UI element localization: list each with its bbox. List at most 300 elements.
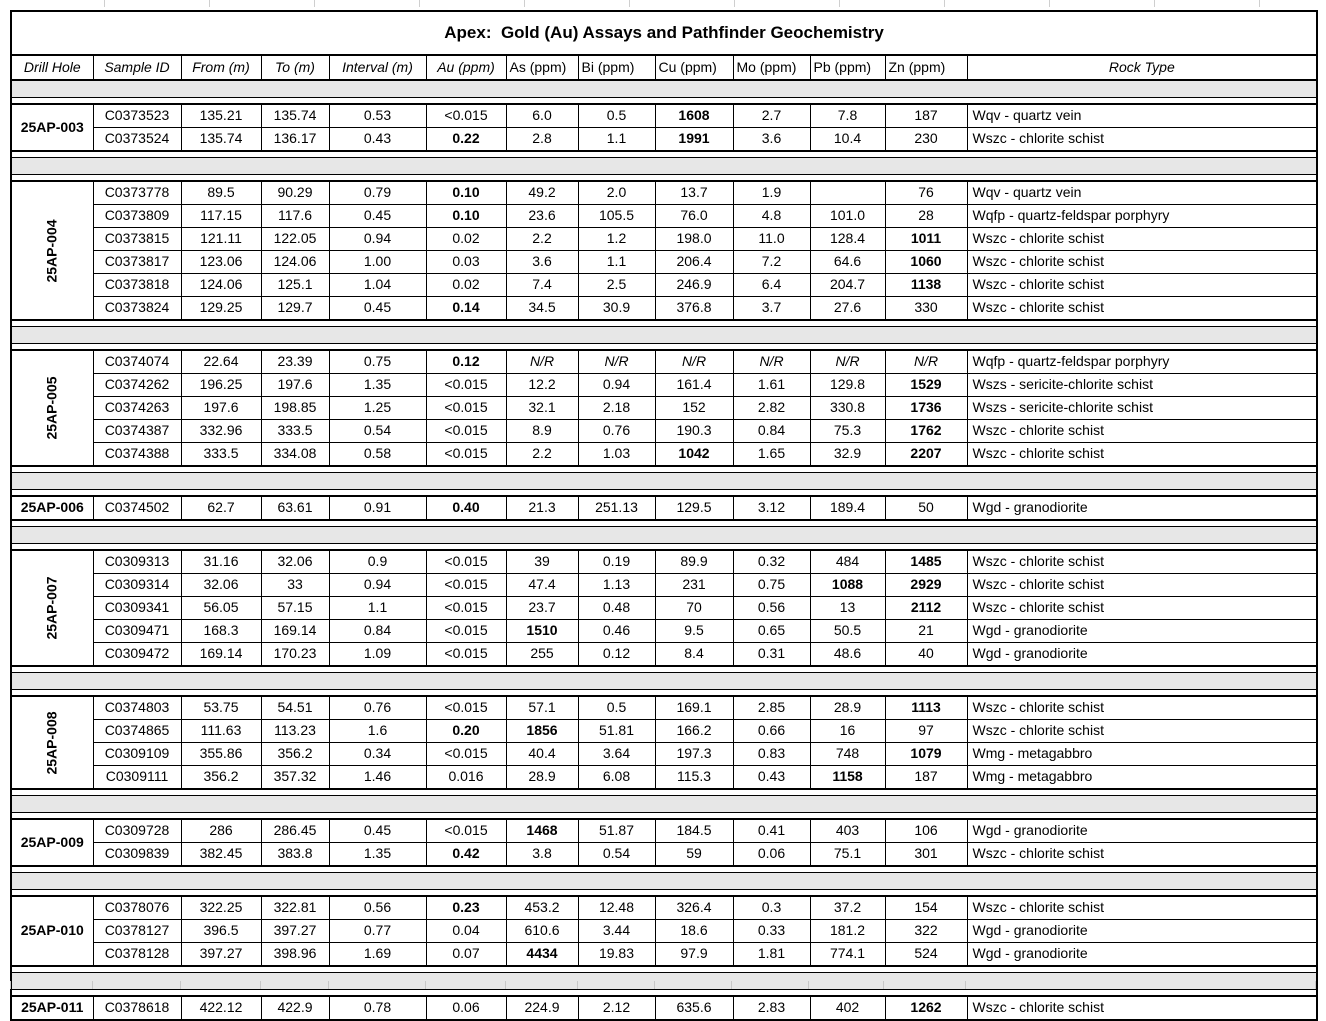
- value-cell: 0.19: [578, 550, 655, 574]
- value-cell: 32.06: [261, 550, 329, 574]
- table-row: [11, 896, 1317, 920]
- value-cell: 37.2: [810, 896, 885, 920]
- value-cell: <0.015: [426, 743, 506, 766]
- value-cell: 2.0: [578, 181, 655, 205]
- drill-hole-label: 25AP-009: [20, 833, 84, 850]
- value-cell: <0.015: [426, 397, 506, 420]
- value-cell: 76: [885, 181, 967, 205]
- value-cell: 204.7: [810, 274, 885, 297]
- value-cell: 224.9: [506, 996, 578, 1020]
- value-cell: 0.94: [329, 228, 426, 251]
- value-cell: 422.9: [261, 996, 329, 1020]
- value-cell: 3.6: [733, 128, 810, 152]
- value-cell: 75.3: [810, 420, 885, 443]
- value-cell: 125.1: [261, 274, 329, 297]
- table-row: [11, 397, 1317, 420]
- value-cell: 106: [885, 819, 967, 843]
- value-cell: N/R: [810, 350, 885, 374]
- value-cell: 1.35: [329, 843, 426, 867]
- value-cell: 0.42: [426, 843, 506, 867]
- value-cell: 230: [885, 128, 967, 152]
- value-cell: 6.0: [506, 104, 578, 128]
- value-cell: 168.3: [181, 620, 261, 643]
- value-cell: 0.91: [329, 496, 426, 520]
- value-cell: 286.45: [261, 819, 329, 843]
- value-cell: 1.00: [329, 251, 426, 274]
- value-cell: <0.015: [426, 696, 506, 720]
- value-cell: 397.27: [181, 943, 261, 967]
- value-cell: 1.25: [329, 397, 426, 420]
- value-cell: 2929: [885, 574, 967, 597]
- separator-row: [11, 327, 1317, 344]
- value-cell: 170.23: [261, 643, 329, 667]
- rock-type-cell: Wszc - chlorite schist: [967, 128, 1317, 152]
- value-cell: 3.8: [506, 843, 578, 867]
- value-cell: 0.14: [426, 297, 506, 321]
- sample-id-cell: C0373817: [93, 251, 181, 274]
- value-cell: 0.58: [329, 443, 426, 467]
- value-cell: 4.8: [733, 205, 810, 228]
- drill-hole-cell: [11, 350, 93, 466]
- value-cell: 326.4: [655, 896, 733, 920]
- value-cell: 111.63: [181, 720, 261, 743]
- value-cell: 524: [885, 943, 967, 967]
- value-cell: 166.2: [655, 720, 733, 743]
- value-cell: 40.4: [506, 743, 578, 766]
- table-row: [11, 496, 1317, 520]
- value-cell: 89.5: [181, 181, 261, 205]
- value-cell: 330: [885, 297, 967, 321]
- value-cell: 453.2: [506, 896, 578, 920]
- value-cell: 1042: [655, 443, 733, 467]
- value-cell: 330.8: [810, 397, 885, 420]
- rock-type-cell: Wszs - sericite-chlorite schist: [967, 374, 1317, 397]
- table-row: [11, 720, 1317, 743]
- value-cell: 0.43: [733, 766, 810, 790]
- sample-id-cell: C0374387: [93, 420, 181, 443]
- value-cell: 0.77: [329, 920, 426, 943]
- table-header-row: [11, 55, 1317, 80]
- assay-table: [10, 10, 1318, 1021]
- col-header-cu: Cu (ppm): [655, 55, 733, 80]
- value-cell: 2.7: [733, 104, 810, 128]
- rock-type-cell: Wszc - chlorite schist: [967, 274, 1317, 297]
- drill-hole-label: 25AP-006: [20, 499, 84, 516]
- separator-row-cell: [11, 473, 1317, 490]
- value-cell: N/R: [506, 350, 578, 374]
- value-cell: 0.31: [733, 643, 810, 667]
- value-cell: 53.75: [181, 696, 261, 720]
- value-cell: 2.2: [506, 228, 578, 251]
- value-cell: 0.65: [733, 620, 810, 643]
- value-cell: 0.84: [329, 620, 426, 643]
- gridline-tick: [809, 981, 884, 989]
- sample-id-cell: C0309472: [93, 643, 181, 667]
- value-cell: 97: [885, 720, 967, 743]
- col-header-rock-type: Rock Type: [967, 55, 1317, 80]
- value-cell: 122.05: [261, 228, 329, 251]
- value-cell: 286: [181, 819, 261, 843]
- value-cell: N/R: [733, 350, 810, 374]
- sample-id-cell: C0309839: [93, 843, 181, 867]
- value-cell: 206.4: [655, 251, 733, 274]
- rock-type-cell: Wgd - granodiorite: [967, 943, 1317, 967]
- value-cell: 0.76: [329, 696, 426, 720]
- value-cell: 1.9: [733, 181, 810, 205]
- gridline-tick: [426, 981, 506, 989]
- value-cell: 23.6: [506, 205, 578, 228]
- value-cell: 1762: [885, 420, 967, 443]
- table-row: [11, 128, 1317, 152]
- value-cell: 51.87: [578, 819, 655, 843]
- separator-row: [11, 158, 1317, 175]
- separator-row-cell: [11, 796, 1317, 813]
- value-cell: N/R: [655, 350, 733, 374]
- value-cell: 124.06: [181, 274, 261, 297]
- value-cell: 1138: [885, 274, 967, 297]
- sample-id-cell: C0374074: [93, 350, 181, 374]
- value-cell: 0.75: [733, 574, 810, 597]
- value-cell: 0.32: [733, 550, 810, 574]
- value-cell: 50: [885, 496, 967, 520]
- value-cell: 0.40: [426, 496, 506, 520]
- value-cell: <0.015: [426, 819, 506, 843]
- value-cell: 0.23: [426, 896, 506, 920]
- rock-type-cell: Wszc - chlorite schist: [967, 720, 1317, 743]
- value-cell: 1.2: [578, 228, 655, 251]
- sample-id-cell: C0374263: [93, 397, 181, 420]
- sample-id-cell: C0378128: [93, 943, 181, 967]
- value-cell: 610.6: [506, 920, 578, 943]
- value-cell: 136.17: [261, 128, 329, 152]
- value-cell: 635.6: [655, 996, 733, 1020]
- value-cell: 1736: [885, 397, 967, 420]
- drill-hole-label: 25AP-011: [21, 999, 84, 1016]
- col-header-to: To (m): [261, 55, 329, 80]
- value-cell: <0.015: [426, 597, 506, 620]
- sample-id-cell: C0374502: [93, 496, 181, 520]
- value-cell: 51.81: [578, 720, 655, 743]
- value-cell: 1485: [885, 550, 967, 574]
- value-cell: 1.13: [578, 574, 655, 597]
- value-cell: 40: [885, 643, 967, 667]
- drill-hole-cell: [11, 181, 93, 320]
- gridline-tick: [261, 981, 329, 989]
- table-row: [11, 181, 1317, 205]
- rock-type-cell: Wszc - chlorite schist: [967, 574, 1317, 597]
- rock-type-cell: Wszc - chlorite schist: [967, 996, 1317, 1020]
- value-cell: 181.2: [810, 920, 885, 943]
- table-row: [11, 297, 1317, 321]
- value-cell: 355.86: [181, 743, 261, 766]
- value-cell: 2.85: [733, 696, 810, 720]
- separator-row: [11, 796, 1317, 813]
- value-cell: 484: [810, 550, 885, 574]
- value-cell: 774.1: [810, 943, 885, 967]
- separator-row-cell: [11, 873, 1317, 890]
- value-cell: 1468: [506, 819, 578, 843]
- value-cell: 357.32: [261, 766, 329, 790]
- value-cell: 1.6: [329, 720, 426, 743]
- value-cell: 422.12: [181, 996, 261, 1020]
- value-cell: 251.13: [578, 496, 655, 520]
- value-cell: 0.75: [329, 350, 426, 374]
- table-row: [11, 643, 1317, 667]
- value-cell: 356.2: [261, 743, 329, 766]
- value-cell: 0.34: [329, 743, 426, 766]
- sample-id-cell: C0374262: [93, 374, 181, 397]
- rock-type-cell: Wszc - chlorite schist: [967, 228, 1317, 251]
- value-cell: 0.56: [329, 896, 426, 920]
- value-cell: 382.45: [181, 843, 261, 867]
- value-cell: 121.11: [181, 228, 261, 251]
- value-cell: 0.10: [426, 205, 506, 228]
- rock-type-cell: Wszc - chlorite schist: [967, 696, 1317, 720]
- value-cell: 117.6: [261, 205, 329, 228]
- value-cell: 1158: [810, 766, 885, 790]
- value-cell: 0.48: [578, 597, 655, 620]
- table-row: [11, 819, 1317, 843]
- sample-id-cell: C0378127: [93, 920, 181, 943]
- value-cell: 2.8: [506, 128, 578, 152]
- sample-id-cell: C0373524: [93, 128, 181, 152]
- rock-type-cell: Wgd - granodiorite: [967, 920, 1317, 943]
- value-cell: 28.9: [810, 696, 885, 720]
- value-cell: 0.78: [329, 996, 426, 1020]
- table-row: [11, 920, 1317, 943]
- rock-type-cell: Wszc - chlorite schist: [967, 297, 1317, 321]
- value-cell: 16: [810, 720, 885, 743]
- col-header-drill-hole: Drill Hole: [11, 55, 93, 80]
- value-cell: 0.45: [329, 297, 426, 321]
- value-cell: 31.16: [181, 550, 261, 574]
- value-cell: 90.29: [261, 181, 329, 205]
- table-row: [11, 996, 1317, 1020]
- value-cell: 7.8: [810, 104, 885, 128]
- rock-type-cell: Wszc - chlorite schist: [967, 843, 1317, 867]
- value-cell: <0.015: [426, 620, 506, 643]
- value-cell: 333.5: [181, 443, 261, 467]
- value-cell: 0.06: [733, 843, 810, 867]
- value-cell: 152: [655, 397, 733, 420]
- value-cell: 47.4: [506, 574, 578, 597]
- value-cell: 48.6: [810, 643, 885, 667]
- sample-id-cell: C0309111: [93, 766, 181, 790]
- value-cell: 0.94: [578, 374, 655, 397]
- sample-id-cell: C0373523: [93, 104, 181, 128]
- value-cell: 4434: [506, 943, 578, 967]
- value-cell: 322.25: [181, 896, 261, 920]
- value-cell: 129.5: [655, 496, 733, 520]
- value-cell: 22.64: [181, 350, 261, 374]
- table-row: [11, 228, 1317, 251]
- rock-type-cell: Wgd - granodiorite: [967, 819, 1317, 843]
- sample-id-cell: C0374388: [93, 443, 181, 467]
- value-cell: <0.015: [426, 643, 506, 667]
- table-row: [11, 205, 1317, 228]
- value-cell: 184.5: [655, 819, 733, 843]
- gridline-tick: [10, 981, 93, 989]
- value-cell: 8.4: [655, 643, 733, 667]
- value-cell: 34.5: [506, 297, 578, 321]
- value-cell: 23.7: [506, 597, 578, 620]
- value-cell: 169.14: [181, 643, 261, 667]
- value-cell: 23.39: [261, 350, 329, 374]
- value-cell: 70: [655, 597, 733, 620]
- col-header-as: As (ppm): [506, 55, 578, 80]
- value-cell: 255: [506, 643, 578, 667]
- value-cell: 2.5: [578, 274, 655, 297]
- value-cell: 117.15: [181, 205, 261, 228]
- sample-id-cell: C0373824: [93, 297, 181, 321]
- gridline-tick: [732, 981, 809, 989]
- value-cell: 129.7: [261, 297, 329, 321]
- value-cell: 124.06: [261, 251, 329, 274]
- table-title-row: [11, 11, 1317, 55]
- value-cell: 403: [810, 819, 885, 843]
- value-cell: 0.03: [426, 251, 506, 274]
- value-cell: 398.96: [261, 943, 329, 967]
- drill-hole-cell: [11, 819, 93, 866]
- rock-type-cell: Wszc - chlorite schist: [967, 251, 1317, 274]
- value-cell: 32.1: [506, 397, 578, 420]
- value-cell: 3.64: [578, 743, 655, 766]
- rock-type-cell: Wqv - quartz vein: [967, 181, 1317, 205]
- value-cell: 3.44: [578, 920, 655, 943]
- value-cell: 1.09: [329, 643, 426, 667]
- value-cell: 19.83: [578, 943, 655, 967]
- value-cell: 56.05: [181, 597, 261, 620]
- value-cell: 1.65: [733, 443, 810, 467]
- value-cell: 135.74: [181, 128, 261, 152]
- sample-id-cell: C0309109: [93, 743, 181, 766]
- value-cell: 322.81: [261, 896, 329, 920]
- value-cell: 0.54: [329, 420, 426, 443]
- value-cell: 197.3: [655, 743, 733, 766]
- value-cell: 0.33: [733, 920, 810, 943]
- value-cell: 123.06: [181, 251, 261, 274]
- gridline-tick: [884, 981, 966, 989]
- value-cell: 1.03: [578, 443, 655, 467]
- value-cell: <0.015: [426, 420, 506, 443]
- value-cell: 0.22: [426, 128, 506, 152]
- spreadsheet-gridline-strip-bottom: [10, 981, 1316, 989]
- value-cell: 0.56: [733, 597, 810, 620]
- value-cell: 64.6: [810, 251, 885, 274]
- value-cell: 8.9: [506, 420, 578, 443]
- separator-row: [11, 80, 1317, 98]
- value-cell: 1113: [885, 696, 967, 720]
- value-cell: 0.41: [733, 819, 810, 843]
- col-header-sample-id: Sample ID: [93, 55, 181, 80]
- value-cell: 0.45: [329, 205, 426, 228]
- table-row: [11, 350, 1317, 374]
- value-cell: 12.48: [578, 896, 655, 920]
- table-row: [11, 743, 1317, 766]
- value-cell: 2.82: [733, 397, 810, 420]
- value-cell: 0.5: [578, 696, 655, 720]
- value-cell: 13.7: [655, 181, 733, 205]
- value-cell: 28: [885, 205, 967, 228]
- rock-type-cell: Wqfp - quartz-feldspar porphyry: [967, 350, 1317, 374]
- value-cell: 18.6: [655, 920, 733, 943]
- value-cell: 0.02: [426, 228, 506, 251]
- value-cell: 187: [885, 104, 967, 128]
- value-cell: 334.08: [261, 443, 329, 467]
- value-cell: 397.27: [261, 920, 329, 943]
- page-title: Apex: Gold (Au) Assays and Pathfinder Geochemistry: [11, 11, 1317, 55]
- drill-hole-label: 25AP-005: [43, 376, 60, 440]
- value-cell: 187: [885, 766, 967, 790]
- separator-row-cell: [11, 158, 1317, 175]
- value-cell: 169.14: [261, 620, 329, 643]
- spreadsheet-gridline-strip-top: [0, 0, 1326, 7]
- table-row: [11, 420, 1317, 443]
- value-cell: 28.9: [506, 766, 578, 790]
- value-cell: 21: [885, 620, 967, 643]
- value-cell: 13: [810, 597, 885, 620]
- value-cell: 0.07: [426, 943, 506, 967]
- value-cell: <0.015: [426, 104, 506, 128]
- col-header-pb: Pb (ppm): [810, 55, 885, 80]
- value-cell: 39: [506, 550, 578, 574]
- value-cell: 9.5: [655, 620, 733, 643]
- value-cell: 0.12: [426, 350, 506, 374]
- sample-id-cell: C0373815: [93, 228, 181, 251]
- value-cell: 129.8: [810, 374, 885, 397]
- col-header-bi: Bi (ppm): [578, 55, 655, 80]
- gridline-tick: [578, 981, 655, 989]
- rock-type-cell: Wszs - sericite-chlorite schist: [967, 397, 1317, 420]
- value-cell: 135.74: [261, 104, 329, 128]
- drill-hole-cell: [11, 996, 93, 1020]
- value-cell: 0.3: [733, 896, 810, 920]
- value-cell: 10.4: [810, 128, 885, 152]
- value-cell: 1060: [885, 251, 967, 274]
- rock-type-cell: Wszc - chlorite schist: [967, 443, 1317, 467]
- value-cell: 189.4: [810, 496, 885, 520]
- value-cell: 27.6: [810, 297, 885, 321]
- value-cell: 0.016: [426, 766, 506, 790]
- value-cell: 1088: [810, 574, 885, 597]
- sample-id-cell: C0309471: [93, 620, 181, 643]
- rock-type-cell: Wszc - chlorite schist: [967, 896, 1317, 920]
- value-cell: 1262: [885, 996, 967, 1020]
- value-cell: 12.2: [506, 374, 578, 397]
- value-cell: 3.7: [733, 297, 810, 321]
- value-cell: 0.5: [578, 104, 655, 128]
- value-cell: 32.9: [810, 443, 885, 467]
- value-cell: 197.6: [261, 374, 329, 397]
- col-header-from: From (m): [181, 55, 261, 80]
- rock-type-cell: Wqfp - quartz-feldspar porphyry: [967, 205, 1317, 228]
- value-cell: N/R: [578, 350, 655, 374]
- value-cell: 129.25: [181, 297, 261, 321]
- value-cell: 197.6: [181, 397, 261, 420]
- value-cell: 105.5: [578, 205, 655, 228]
- table-row: [11, 597, 1317, 620]
- value-cell: 0.79: [329, 181, 426, 205]
- drill-hole-cell: [11, 696, 93, 789]
- value-cell: 1.1: [578, 251, 655, 274]
- gridline-tick: [506, 981, 578, 989]
- value-cell: 1510: [506, 620, 578, 643]
- value-cell: 57.1: [506, 696, 578, 720]
- value-cell: 62.7: [181, 496, 261, 520]
- drill-hole-label: 25AP-010: [20, 922, 84, 939]
- table-row: [11, 843, 1317, 867]
- value-cell: 1011: [885, 228, 967, 251]
